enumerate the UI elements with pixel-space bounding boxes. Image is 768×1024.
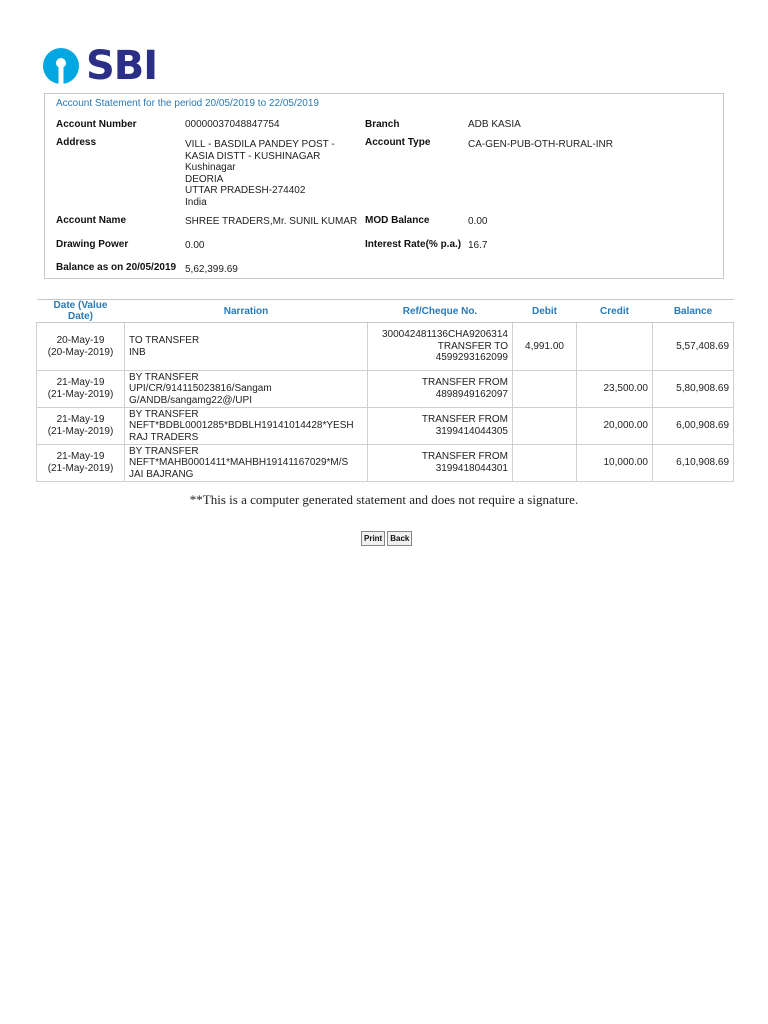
- account-name-value: SHREE TRADERS,Mr. SUNIL KUMAR: [185, 216, 358, 227]
- ref-cell: [368, 323, 513, 371]
- narration-line: INB: [129, 346, 146, 358]
- credit-cell: [577, 323, 653, 371]
- address-line: VILL - BASDILA PANDEY POST -: [185, 139, 335, 150]
- date-text: 20-May-19: [56, 334, 105, 346]
- ref-line: TRANSFER FROM: [421, 377, 508, 389]
- sbi-emblem-icon: [42, 47, 80, 85]
- table-row: [37, 408, 734, 445]
- drawing-power-label: Drawing Power: [56, 239, 129, 250]
- header-debit: Debit: [513, 300, 577, 323]
- address-line: KASIA DISTT - KUSHINAGAR: [185, 150, 321, 162]
- table-row: [37, 371, 734, 408]
- ref-line: TRANSFER TO: [437, 340, 508, 352]
- ref-line: 4898949162097: [435, 389, 508, 400]
- balance-cell: 6,00,908.69: [653, 408, 734, 445]
- value-date-text: (21-May-2019): [47, 389, 114, 400]
- branch-label: Branch: [365, 119, 400, 130]
- balance-cell: 5,57,408.69: [653, 323, 734, 371]
- narration-line: BY TRANSFER: [129, 408, 199, 420]
- account-type-value: CA-GEN-PUB-OTH-RURAL-INR: [468, 139, 613, 150]
- date-cell: [37, 445, 125, 482]
- sbi-logo-text: SBI: [86, 43, 158, 89]
- value-date-text: (21-May-2019): [47, 426, 114, 437]
- date-text: 21-May-19: [56, 414, 105, 426]
- print-button[interactable]: Print: [361, 531, 385, 546]
- transactions-table: [36, 299, 734, 482]
- address-line: UTTAR PRADESH-274402: [185, 185, 306, 197]
- ref-line: 300042481136CHA9206314: [381, 329, 508, 341]
- address-label: Address: [56, 137, 97, 148]
- header-balance: Balance: [653, 300, 734, 323]
- mod-balance-value: 0.00: [468, 216, 488, 227]
- debit-cell: 4,991.00: [513, 323, 577, 371]
- sbi-logo: [42, 44, 157, 88]
- table-row: [37, 323, 734, 371]
- narration-cell: [125, 445, 368, 482]
- narration-cell: [125, 408, 368, 445]
- balance-label: Balance as on 20/05/2019: [56, 262, 177, 273]
- statement-period: Account Statement for the period 20/05/2019 to 22/05/2019: [56, 98, 319, 109]
- interest-rate-value: 16.7: [468, 240, 488, 251]
- computer-generated-note: **This is a computer generated statement and does not require a signature.: [189, 492, 579, 507]
- mod-balance-label: MOD Balance: [365, 215, 430, 226]
- header-ref: Ref/Cheque No.: [368, 300, 513, 323]
- date-cell: [37, 323, 125, 371]
- narration-cell: [125, 323, 368, 371]
- account-number-label: Account Number: [56, 119, 137, 130]
- debit-cell: [513, 445, 577, 482]
- ref-line: TRANSFER FROM: [421, 414, 508, 426]
- narration-line: BY TRANSFER: [129, 445, 199, 457]
- drawing-power-value: 0.00: [185, 240, 205, 251]
- address-value: [185, 139, 335, 209]
- ref-cell: [368, 408, 513, 445]
- date-text: 21-May-19: [56, 451, 105, 463]
- date-cell: [37, 408, 125, 445]
- narration-line: RAJ TRADERS: [129, 431, 199, 443]
- table-row: [37, 445, 734, 482]
- narration-line: TO TRANSFER: [129, 334, 200, 346]
- ref-line: 4599293162099: [435, 352, 508, 364]
- table-header-row: [37, 300, 734, 323]
- value-date-text: (21-May-2019): [47, 463, 114, 474]
- narration-cell: [125, 371, 368, 408]
- ref-line: 3199414044305: [435, 426, 508, 437]
- account-number-value: 00000037048847754: [185, 119, 280, 130]
- balance-cell: 6,10,908.69: [653, 445, 734, 482]
- value-date-text: (20-May-2019): [47, 346, 114, 358]
- back-button[interactable]: Back: [387, 531, 412, 546]
- address-line: Kushinagar: [185, 162, 236, 174]
- action-buttons: [361, 531, 412, 546]
- header-narration: Narration: [125, 300, 368, 323]
- header-date: Date (Value Date): [37, 300, 125, 323]
- account-info-panel: [44, 93, 724, 279]
- header-credit: Credit: [577, 300, 653, 323]
- credit-cell: 20,000.00: [577, 408, 653, 445]
- date-text: 21-May-19: [56, 377, 105, 389]
- interest-rate-label: Interest Rate(% p.a.): [365, 239, 462, 250]
- address-line: DEORIA: [185, 173, 224, 185]
- narration-line: UPI/CR/914115023816/Sangam: [129, 383, 272, 395]
- narration-line: G/ANDB/sangamg22@/UPI: [129, 394, 252, 406]
- date-cell: [37, 371, 125, 408]
- account-type-label: Account Type: [365, 137, 431, 148]
- credit-cell: 10,000.00: [577, 445, 653, 482]
- ref-line: 3199418044301: [435, 463, 508, 474]
- debit-cell: [513, 371, 577, 408]
- narration-line: BY TRANSFER: [129, 371, 199, 383]
- branch-value: ADB KASIA: [468, 119, 521, 130]
- account-name-label: Account Name: [56, 215, 127, 226]
- balance-value: 5,62,399.69: [185, 264, 238, 275]
- balance-cell: 5,80,908.69: [653, 371, 734, 408]
- ref-cell: [368, 371, 513, 408]
- narration-line: NEFT*BDBL0001285*BDBLH19141014428*YESH: [129, 420, 354, 432]
- debit-cell: [513, 408, 577, 445]
- narration-line: NEFT*MAHB0001411*MAHBH19141167029*M/S: [129, 457, 349, 469]
- credit-cell: 23,500.00: [577, 371, 653, 408]
- ref-line: TRANSFER FROM: [421, 451, 508, 463]
- narration-line: JAI BAJRANG: [129, 468, 194, 480]
- address-line: India: [185, 196, 207, 208]
- ref-cell: [368, 445, 513, 482]
